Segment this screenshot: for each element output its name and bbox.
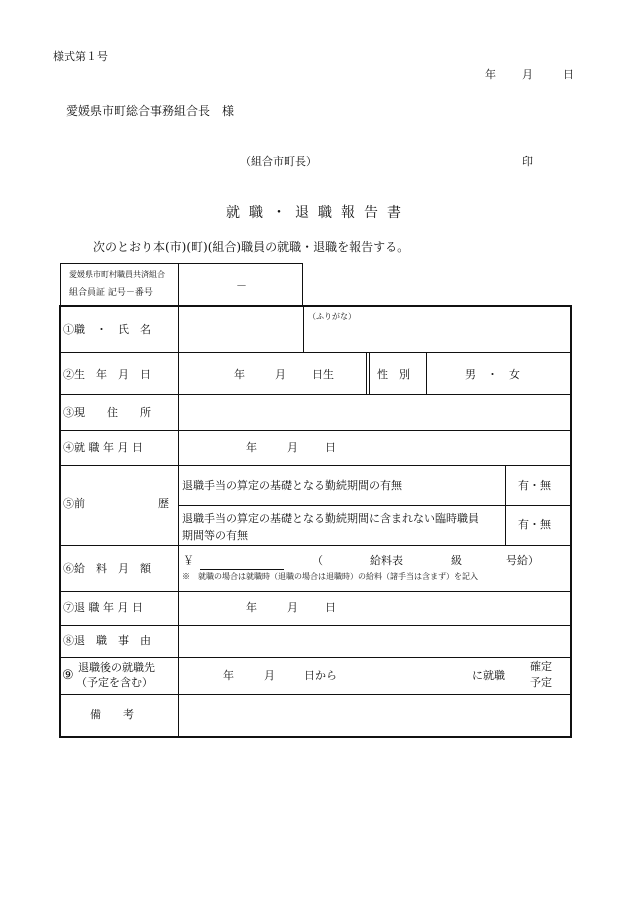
salary-table-label: 給料表: [370, 554, 403, 567]
reason-field[interactable]: [180, 627, 570, 656]
date-day-label: 日: [563, 68, 574, 81]
row-line: [60, 545, 571, 546]
history-question-2-line1: 退職手当の算定の基礎となる勤続期間に含まれない臨時職員: [182, 512, 479, 525]
name-field[interactable]: [180, 308, 301, 350]
post-label-line2: （予定を含む）: [76, 676, 153, 689]
employment-day-unit: 日: [325, 441, 336, 454]
sex-label: 性 別: [377, 368, 410, 381]
row-line: [60, 591, 571, 592]
form-number: 様式第１号: [53, 50, 108, 63]
birth-year-unit: 年: [234, 368, 245, 381]
history-answer-1[interactable]: 有・無: [518, 479, 551, 492]
row-line: [60, 352, 571, 353]
post-employ-label: に就職: [472, 669, 505, 682]
employment-date-label: ④就 職 年 月 日: [63, 441, 143, 454]
row-line: [60, 694, 571, 695]
row-line: [60, 625, 571, 626]
sex-options[interactable]: 男 ・ 女: [465, 368, 520, 381]
member-box-right: [302, 263, 303, 306]
history-answer-2[interactable]: 有・無: [518, 518, 551, 531]
history-answer-divider: [505, 465, 506, 545]
post-option-confirmed[interactable]: 確定: [530, 660, 552, 673]
row-line: [60, 430, 571, 431]
address-field[interactable]: [180, 396, 570, 429]
signer-title: （組合市町長）: [240, 155, 317, 168]
birth-month-unit: 月: [275, 368, 286, 381]
row-line: [60, 465, 571, 466]
row-line: [60, 394, 571, 395]
salary-amount-underline[interactable]: [200, 569, 284, 570]
member-number-value[interactable]: －: [236, 279, 247, 292]
retirement-date-label: ⑦退 職 年 月 日: [63, 601, 143, 614]
reason-label: ⑧退 職 事 由: [63, 634, 151, 647]
date-year-label: 年: [485, 68, 496, 81]
intro-text: 次のとおり本(市)(町)(組合)職員の就職・退職を報告する。: [93, 240, 410, 254]
name-label: ①職 ・ 氏 名: [63, 323, 151, 336]
sex-divider-a: [366, 352, 367, 394]
row-line: [60, 657, 571, 658]
member-caption: 愛媛県市町村職員共済組合: [69, 270, 165, 279]
employment-month-unit: 月: [287, 441, 298, 454]
salary-label: ⑥給 料 月 額: [63, 562, 151, 575]
retirement-month-unit: 月: [287, 601, 298, 614]
post-option-planned[interactable]: 予定: [530, 676, 552, 689]
salary-step-label: 号給）: [506, 554, 539, 567]
yen-sign: ￥: [183, 554, 194, 567]
remarks-label: 備 考: [90, 708, 134, 721]
page-title: 就職・退職報告書: [226, 205, 410, 221]
member-box-divider: [178, 263, 179, 306]
addressee: 愛媛県市町総合事務組合長 様: [66, 104, 235, 118]
employment-year-unit: 年: [246, 441, 257, 454]
birth-day-unit: 日生: [312, 368, 334, 381]
post-number: ⑨: [62, 668, 74, 683]
retirement-day-unit: 日: [325, 601, 336, 614]
row-line-history-split: [178, 505, 571, 506]
seal-mark: 印: [522, 155, 533, 168]
address-label: ③現 住 所: [63, 406, 151, 419]
history-question-1: 退職手当の算定の基礎となる勤続期間の有無: [182, 479, 402, 492]
sex-divider-b: [369, 352, 370, 394]
member-box-left: [60, 263, 61, 306]
post-from-label: 日から: [304, 669, 337, 682]
sex-divider-c: [426, 352, 427, 394]
salary-open-paren: （: [312, 554, 323, 567]
birthdate-label: ②生 年 月 日: [63, 368, 151, 381]
member-label: 組合員証 記号－番号: [69, 288, 153, 298]
remarks-field[interactable]: [180, 696, 570, 736]
member-box-top: [60, 263, 302, 264]
post-month-unit: 月: [264, 669, 275, 682]
date-month-label: 月: [522, 68, 533, 81]
label-column-divider: [178, 306, 179, 737]
post-label-line1: 退職後の就職先: [78, 661, 155, 674]
history-label-left: ⑤前: [63, 497, 85, 510]
history-question-2-line2: 期間等の有無: [182, 529, 248, 542]
post-year-unit: 年: [223, 669, 234, 682]
salary-note: ※ 就職の場合は就職時（退職の場合は退職時）の給料（諸手当は含まず）を記入: [182, 572, 478, 581]
salary-grade-label: 級: [451, 554, 462, 567]
retirement-year-unit: 年: [246, 601, 257, 614]
history-label-right: 歴: [158, 497, 169, 510]
furigana-divider: [303, 306, 304, 352]
furigana-label: （ふりがな）: [308, 312, 356, 321]
